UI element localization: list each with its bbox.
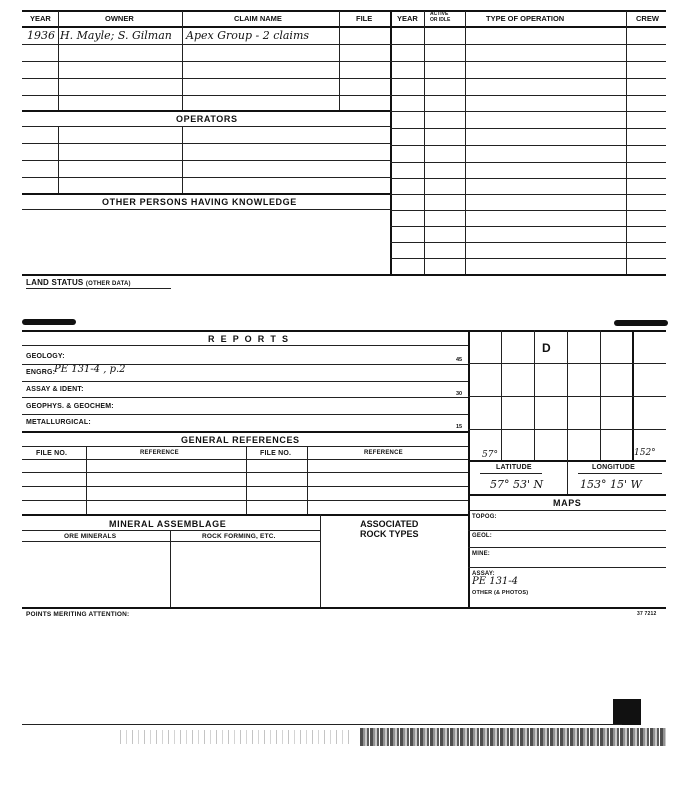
mine-label: MINE: [472,551,490,557]
row-line [468,547,666,548]
registration-mark [613,699,641,725]
grid-col [534,330,535,460]
row-line [390,145,666,146]
ink-smudge-left [22,319,76,325]
row-line-thick [22,514,468,516]
row-line [468,530,666,531]
row-line [22,541,320,542]
grid-right-border [632,330,634,460]
col-divider [307,446,308,514]
latitude-value: 57° 53' N [490,478,544,491]
associated-label: ASSOCIATED [360,519,419,529]
row-line [22,78,390,79]
row-line [22,500,468,501]
row-line [22,446,468,447]
middle-bottom-border [22,607,666,609]
geology-label: GEOLOGY: [26,353,65,360]
latitude-label: LATITUDE [496,464,532,471]
row-line [22,160,390,161]
ore-minerals-label: ORE MINERALS [64,533,117,540]
lat-long-divider [567,460,568,494]
col-reference-2: REFERENCE [364,450,403,456]
header-owner: OWNER [105,14,134,23]
assay-map-label: ASSAY: [472,571,495,577]
row-line-thick [22,110,390,112]
header-or-idle: OR IDLE [430,17,451,23]
row-line [22,126,390,127]
longitude-underline [578,473,662,474]
grid-row [468,363,666,364]
header-active-idle [430,11,450,23]
row-line [22,472,468,473]
col-file-no-2: FILE NO. [260,450,292,457]
geology-num: 45 [456,357,463,363]
geol-label: GEOL: [472,533,492,539]
maps-top [468,494,666,496]
row-line [390,258,666,259]
operators-label: OPERATORS [176,114,238,124]
header-crew: CREW [636,14,659,23]
metallurgical-label: METALLURGICAL: [26,419,91,426]
col-file-no: FILE NO. [36,450,68,457]
form-code: 37 7212 [637,611,657,617]
entry-claim: Apex Group - 2 claims [186,29,310,42]
scan-noise-faint [120,730,350,744]
header-active: ACTIVE [430,11,449,17]
row-line [468,510,666,511]
row-line [22,95,390,96]
row-line [468,567,666,568]
longitude-value: 153° 15' W [580,478,642,491]
land-status-label [26,278,131,287]
assay-num: 30 [456,391,463,397]
header-year: YEAR [30,14,51,23]
latitude-underline [480,473,542,474]
grid-marker: D [542,341,551,355]
header-year-2: YEAR [397,14,418,23]
row-line [390,61,666,62]
col-divider [465,11,466,275]
col-divider [626,11,627,275]
col-divider-main [390,11,392,275]
rock-types-label: ROCK TYPES [360,529,419,539]
engrg-label: ENGRG: [26,369,56,376]
row-line [390,210,666,211]
row-line [22,143,390,144]
land-status-sub: (OTHER DATA) [85,281,131,287]
grid-right-corner: 152° [634,448,656,458]
grid-left-border [468,330,470,607]
row-line [22,44,390,45]
metallurgical-num: 15 [456,424,463,430]
row-line [390,194,666,195]
col-reference: REFERENCE [140,450,179,456]
grid-col [600,330,601,460]
engrg-value: PE 131-4 , p.2 [54,364,126,375]
row-line [390,226,666,227]
maps-title: MAPS [553,498,582,508]
row-line [390,242,666,243]
grid-row [468,429,666,430]
row-line [22,177,390,178]
row-line-thick [22,431,468,433]
land-status-text: LAND STATUS [26,278,84,287]
row-line [22,209,390,210]
row-line [22,345,468,346]
ink-smudge-right [614,320,668,326]
middle-top-border [22,330,666,332]
row-line [390,162,666,163]
assay-label: ASSAY & IDENT: [26,386,84,393]
row-line [390,44,666,45]
row-line [390,128,666,129]
entry-year: 1936 [27,29,55,42]
col-divider [246,446,247,514]
col-divider [320,514,321,607]
header-claim-name: CLAIM NAME [234,14,282,23]
bottom-line [22,724,622,725]
mineral-assemblage-title: MINERAL ASSEMBLAGE [109,519,227,529]
col-divider [170,530,171,607]
row-line [22,381,468,382]
row-line-thick [22,193,390,195]
scan-noise-band [360,728,666,746]
row-line [22,61,390,62]
row-line [22,414,468,415]
row-line [22,459,468,460]
topog-label: TOPOG: [472,514,497,520]
associated-rock-types [360,519,419,539]
row-line [390,78,666,79]
grid-col [501,330,502,460]
col-divider [86,446,87,514]
other-photos-label: OTHER (& PHOTOS) [472,590,529,596]
grid-row [468,396,666,397]
other-persons-label: OTHER PERSONS HAVING KNOWLEDGE [102,197,297,207]
assay-map-value: PE 131-4 [472,576,519,587]
row-line [22,530,320,531]
row-line [390,95,666,96]
points-meriting-attention-label: POINTS MERITING ATTENTION: [26,611,130,618]
geophys-label: GEOPHYS. & GEOCHEM: [26,403,114,410]
entry-owner: H. Mayle; S. Gilman [60,29,172,42]
longitude-label: LONGITUDE [592,464,636,471]
row-line [22,397,468,398]
col-divider [424,11,425,275]
grid-left-corner: 57° [482,450,498,460]
rock-forming-label: ROCK FORMING, ETC. [202,533,276,540]
top-border [22,10,666,12]
row-line [390,178,666,179]
land-status-underline [26,288,171,289]
row-line [22,486,468,487]
reports-title: R E P O R T S [208,334,290,344]
header-file: FILE [356,14,373,23]
general-references-title: GENERAL REFERENCES [181,435,300,445]
header-underline [22,26,666,28]
top-bottom-border [22,274,666,276]
header-type-of-operation: TYPE OF OPERATION [486,14,565,23]
grid-col [567,330,568,460]
row-line [390,111,666,112]
